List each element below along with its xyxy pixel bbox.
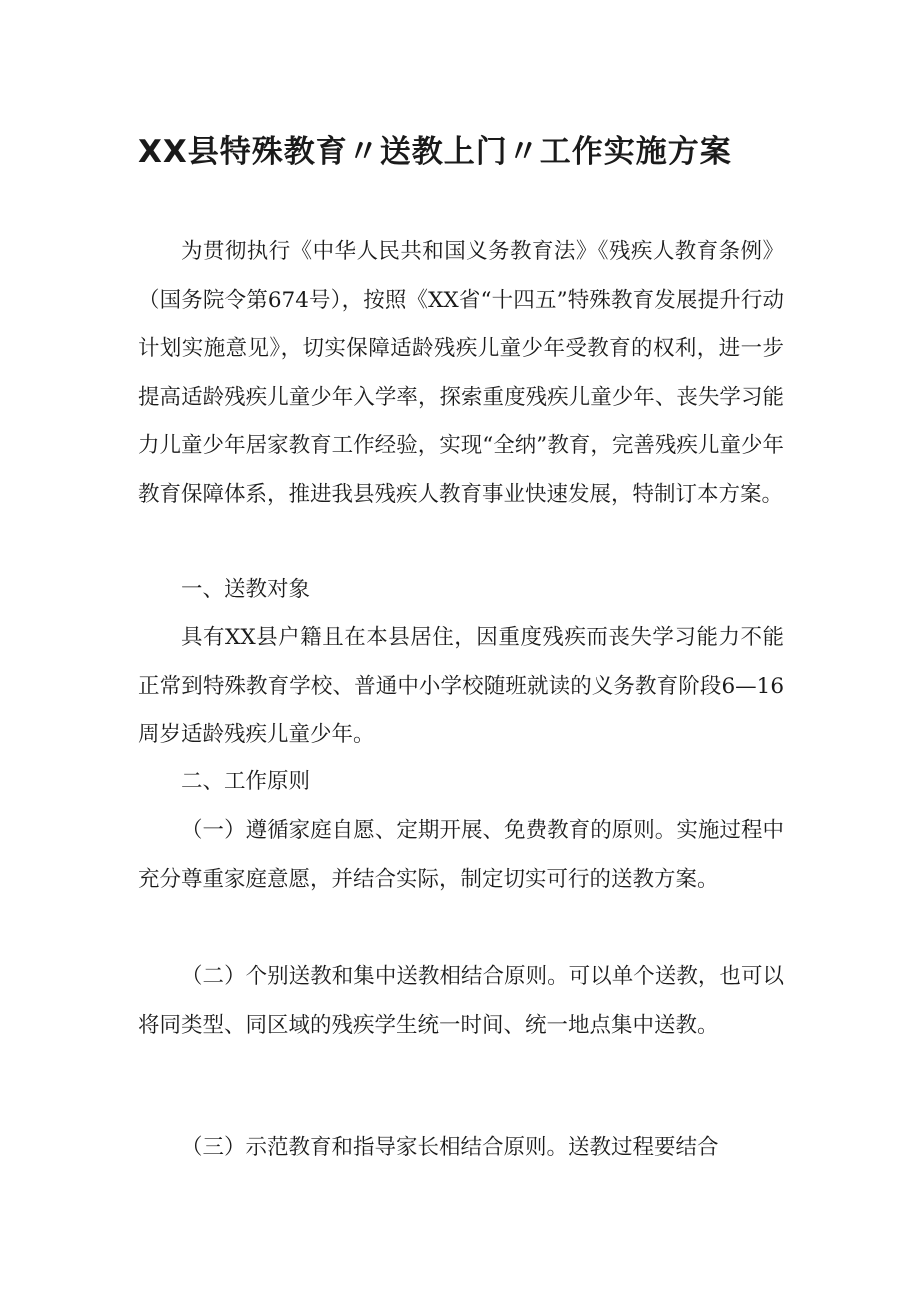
principle-paragraph-1: （一）遵循家庭自愿、定期开展、免费教育的原则。实施过程中充分尊重家庭意愿，并结合实际，制定切实可行的送教方案。 <box>138 818 784 892</box>
section-heading-recipients: 一、送教对象 <box>181 577 311 602</box>
section-paragraph-recipients: 具有XX县户籍且在本县居住，因重度残疾而丧失学习能力不能正常到特殊教育学校、普通中小学校随班就读的义务教育阶段6—16周岁适龄残疾儿童少年。 <box>138 625 784 747</box>
section-heading-principles: 二、工作原则 <box>181 769 311 794</box>
principle-paragraph-2: （二）个别送教和集中送教相结合原则。可以单个送教，也可以将同类型、同区域的残疾学生统一时间、统一地点集中送教。 <box>138 964 784 1038</box>
document-title: XX县特殊教育〃送教上门〃工作实施方案 <box>138 134 732 170</box>
principle-paragraph-3: （三）示范教育和指导家长相结合原则。送教过程要结合 <box>181 1135 719 1160</box>
intro-paragraph: 为贯彻执行《中华人民共和国义务教育法》《残疾人教育条例》（国务院令第674号），按照《XX省“十四五”特殊教育发展提升行动计划实施意见》，切实保障适龄残疾儿童少年受教育的权利，进一步提高适龄残疾儿童少年入学率，探索重度残疾儿童少年、丧失学习能力儿童少年居家教育工作经验，实现“全纳”教育，完善残疾儿童少年教育保障体系，推进我县残疾人教育事业快速发展，特制订本方案。 <box>138 239 784 507</box>
